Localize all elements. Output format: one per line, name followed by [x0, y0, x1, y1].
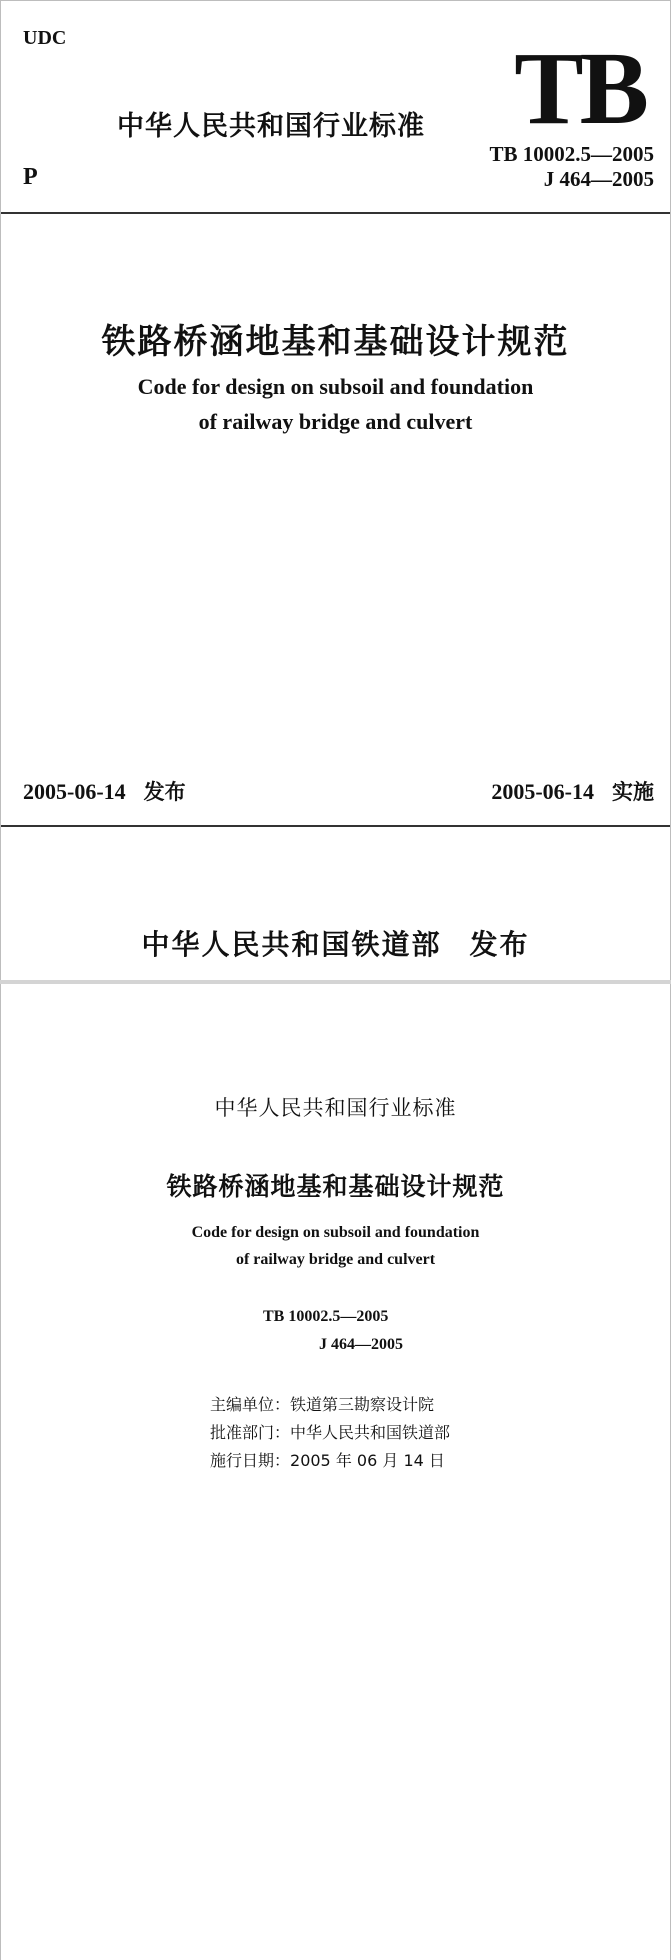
title-chinese: 铁路桥涵地基和基础设计规范 — [101, 322, 570, 362]
udc-label: UDC — [23, 27, 67, 49]
filing-code: J 464—2005 — [543, 167, 654, 191]
publisher-label: 发布 — [469, 928, 530, 961]
title-english-line2: of railway bridge and culvert — [235, 1251, 436, 1268]
category-mark: P — [23, 164, 38, 190]
standard-code: TB 10002.5—2005 — [263, 1308, 389, 1325]
info-label: 施行日期： — [210, 1451, 291, 1470]
title-page — [0, 984, 671, 1960]
effective-date — [491, 776, 654, 806]
info-label: 主编单位： — [210, 1395, 291, 1414]
title-english-line1: Code for design on subsoil and foundation — [191, 1224, 480, 1241]
release-date — [23, 776, 186, 806]
standard-type: 中华人民共和国行业标准 — [214, 1096, 457, 1120]
title-chinese: 铁路桥涵地基和基础设计规范 — [166, 1172, 505, 1201]
release-label: 发布 — [143, 780, 186, 804]
info-value: 中华人民共和国铁道部 — [290, 1423, 451, 1442]
title-english-line2: of railway bridge and culvert — [198, 409, 473, 434]
info-label: 批准部门： — [210, 1423, 291, 1442]
effective-date-value: 2005-06-14 — [491, 779, 594, 804]
publisher-name: 中华人民共和国铁道部 — [141, 928, 442, 961]
title-english-line1: Code for design on subsoil and foundation — [137, 374, 534, 399]
top-rule — [1, 212, 670, 214]
info-value: 铁道第三勘察设计院 — [290, 1395, 435, 1414]
bottom-rule — [1, 825, 670, 827]
standard-type: 中华人民共和国行业标准 — [117, 111, 425, 142]
info-row-approver — [210, 1420, 450, 1443]
info-row-effective-date — [210, 1448, 445, 1471]
publisher — [1, 923, 670, 963]
filing-code: J 464—2005 — [319, 1336, 403, 1353]
info-row-editor — [210, 1392, 434, 1415]
tb-logo: TB — [514, 31, 645, 146]
effective-label: 实施 — [612, 780, 654, 804]
standard-code: TB 10002.5—2005 — [489, 142, 654, 166]
info-value: 2005 年 06 月 14 日 — [290, 1451, 445, 1470]
release-date-value: 2005-06-14 — [23, 779, 126, 804]
